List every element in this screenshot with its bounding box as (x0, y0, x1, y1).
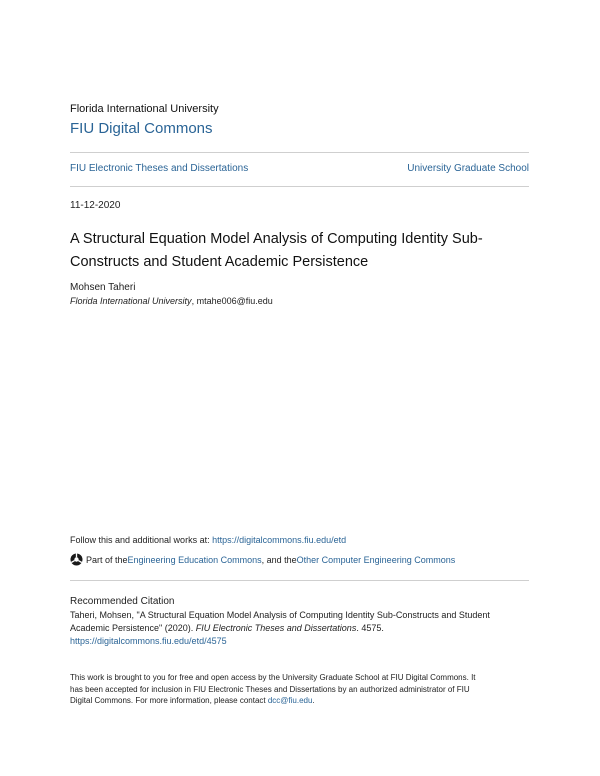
footer-line-2: has been accepted for inclusion in FIU Electronic Theses and Dissertations by an authorized administrator of FIU (70, 684, 470, 694)
school-link[interactable]: University Graduate School (407, 163, 529, 174)
citation-heading: Recommended Citation (70, 596, 175, 607)
citation-series: FIU Electronic Theses and Dissertations (195, 623, 357, 633)
institution-name: Florida International University (70, 103, 219, 115)
follow-url-link[interactable]: https://digitalcommons.fiu.edu/etd (212, 535, 347, 545)
author-name: Mohsen Taheri (70, 282, 136, 293)
contact-email-link[interactable]: dcc@fiu.edu (267, 696, 313, 705)
document-title: A Structural Equation Model Analysis of Computing Identity Sub-Constructs and Student Academic Persistence (70, 231, 483, 270)
author-affiliation: Florida International University (70, 296, 192, 306)
network-icon (70, 553, 83, 566)
author-separator: , (191, 296, 197, 306)
footer-line-3-prefix: Digital Commons. For more information, please contact (70, 696, 268, 705)
citation-line-2-end: . 4575. (356, 623, 384, 633)
citation-url-link[interactable]: https://digitalcommons.fiu.edu/etd/4575 (70, 636, 227, 646)
follow-prefix: Follow this and additional works at: (70, 535, 213, 545)
other-computer-engineering-commons-link[interactable]: Other Computer Engineering Commons (296, 554, 456, 565)
citation-line-1: Taheri, Mohsen, "A Structural Equation Model Analysis of Computing Identity Sub-Constructs and Student (70, 610, 490, 620)
citation-line-2 (70, 622, 540, 635)
publication-date: 11-12-2020 (70, 200, 121, 211)
citation-body (70, 609, 540, 648)
collection-divider (70, 186, 529, 187)
citation-line-2-plain: Academic Persistence" (2020). (70, 623, 196, 633)
citation-divider (70, 580, 529, 581)
footer-line-1: This work is brought to you for free and open access by the University Graduate School at FIU Digital Commons. It (70, 673, 476, 682)
author-email: mtahe006@fiu.edu (196, 296, 273, 306)
author-affiliation-line (70, 296, 273, 306)
repository-title-link[interactable]: FIU Digital Commons (70, 120, 213, 137)
partof-mid: , and the (261, 554, 297, 565)
follow-line (70, 535, 346, 545)
footer-notice (70, 672, 540, 707)
header-divider (70, 152, 529, 153)
collection-link[interactable]: FIU Electronic Theses and Dissertations (70, 163, 249, 174)
footer-line-3 (70, 695, 540, 707)
partof-line (70, 553, 455, 566)
partof-prefix: Part of the (86, 554, 128, 565)
engineering-education-commons-link[interactable]: Engineering Education Commons (127, 554, 262, 565)
footer-line-3-end: . (312, 696, 315, 705)
